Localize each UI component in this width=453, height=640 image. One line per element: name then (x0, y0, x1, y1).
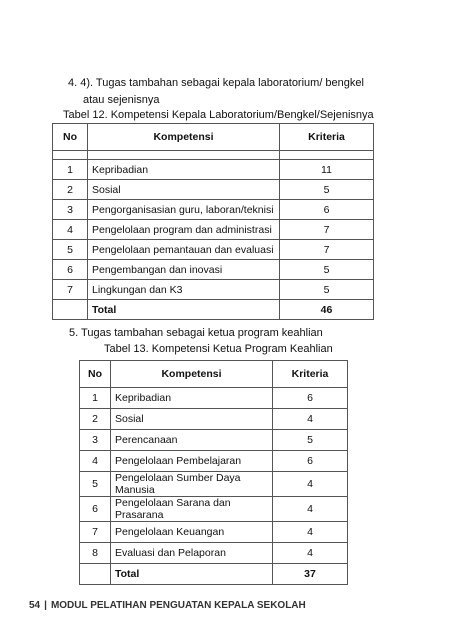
total-label: Total (111, 564, 273, 585)
cell-kompetensi: Pengelolaan Sumber Daya Manusia (111, 472, 273, 497)
cell-kriteria: 4 (273, 497, 348, 522)
total-row (53, 300, 374, 320)
cell-kriteria: 11 (280, 160, 374, 180)
table-row (80, 497, 348, 522)
col-header-kriteria: Kriteria (273, 361, 348, 388)
table-header-row (80, 361, 348, 388)
table-row (80, 430, 348, 451)
section4-heading-cont: atau sejenisnya (83, 94, 160, 106)
cell-kompetensi: Kepribadian (88, 160, 280, 180)
table-row (80, 543, 348, 564)
table-row (80, 451, 348, 472)
cell-kompetensi: Kepribadian (111, 388, 273, 409)
cell-no: 4 (53, 220, 88, 240)
page-number: 54 (29, 600, 41, 611)
cell-kompetensi: Pengelolaan program dan administrasi (88, 220, 280, 240)
cell-kompetensi: Lingkungan dan K3 (88, 280, 280, 300)
total-row (80, 564, 348, 585)
cell-no: 8 (80, 543, 111, 564)
page-footer (29, 600, 306, 611)
total-value: 46 (280, 300, 374, 320)
cell-no: 5 (80, 472, 111, 497)
cell-no: 1 (80, 388, 111, 409)
cell-no-empty (53, 300, 88, 320)
total-value: 37 (273, 564, 348, 585)
table-row (80, 388, 348, 409)
cell-no: 3 (80, 430, 111, 451)
col-header-kompetensi: Kompetensi (111, 361, 273, 388)
cell-kriteria: 5 (280, 260, 374, 280)
cell-kriteria: 4 (273, 522, 348, 543)
col-header-kompetensi: Kompetensi (88, 124, 280, 151)
table-row (53, 260, 374, 280)
table-row (53, 220, 374, 240)
section4-heading: 4. 4). Tugas tambahan sebagai kepala laboratorium/ bengkel (68, 77, 364, 89)
table-row (53, 280, 374, 300)
cell-kriteria: 7 (280, 220, 374, 240)
cell-kriteria: 4 (273, 543, 348, 564)
cell-no: 3 (53, 200, 88, 220)
table-row (53, 180, 374, 200)
cell-kompetensi: Pengorganisasian guru, laboran/teknisi (88, 200, 280, 220)
cell-kriteria: 6 (273, 451, 348, 472)
col-header-kriteria: Kriteria (280, 124, 374, 151)
cell-no: 2 (53, 180, 88, 200)
table12-caption: Tabel 12. Kompetensi Kepala Laboratorium/Bengkel/Sejenisnya (63, 109, 374, 121)
table-row (80, 522, 348, 543)
total-label: Total (88, 300, 280, 320)
footer-title: MODUL PELATIHAN PENGUATAN KEPALA SEKOLAH (50, 600, 306, 611)
cell-no-empty (80, 564, 111, 585)
cell-kriteria: 5 (280, 280, 374, 300)
cell-no: 6 (80, 497, 111, 522)
cell-no: 1 (53, 160, 88, 180)
footer-separator: | (44, 600, 47, 611)
cell-kompetensi: Pengelolaan pemantauan dan evaluasi (88, 240, 280, 260)
table-header-row (53, 124, 374, 151)
cell-kompetensi: Sosial (88, 180, 280, 200)
cell-kriteria: 4 (273, 409, 348, 430)
cell-kriteria: 6 (280, 200, 374, 220)
cell-kompetensi: Pengembangan dan inovasi (88, 260, 280, 280)
table13 (79, 360, 348, 585)
cell-kompetensi: Pengelolaan Sarana dan Prasarana (111, 497, 273, 522)
table13-caption: Tabel 13. Kompetensi Ketua Program Keahlian (104, 343, 333, 355)
cell-no: 4 (80, 451, 111, 472)
cell-kompetensi: Pengelolaan Keuangan (111, 522, 273, 543)
cell-kriteria: 6 (273, 388, 348, 409)
cell-kriteria: 5 (280, 180, 374, 200)
cell-kompetensi: Perencanaan (111, 430, 273, 451)
cell-kriteria: 4 (273, 472, 348, 497)
cell-kriteria: 5 (273, 430, 348, 451)
cell-no: 6 (53, 260, 88, 280)
cell-kriteria: 7 (280, 240, 374, 260)
cell-no: 5 (53, 240, 88, 260)
table-row (53, 240, 374, 260)
cell-kompetensi: Pengelolaan Pembelajaran (111, 451, 273, 472)
table-row (53, 200, 374, 220)
table12 (52, 123, 374, 320)
section5-heading: 5. Tugas tambahan sebagai ketua program keahlian (69, 327, 323, 339)
cell-kompetensi: Evaluasi dan Pelaporan (111, 543, 273, 564)
col-header-no: No (80, 361, 111, 388)
col-header-no: No (53, 124, 88, 151)
table-row (80, 472, 348, 497)
cell-no: 7 (53, 280, 88, 300)
table-row (80, 409, 348, 430)
spacer-row (53, 151, 374, 160)
cell-kompetensi: Sosial (111, 409, 273, 430)
table-row (53, 160, 374, 180)
cell-no: 2 (80, 409, 111, 430)
cell-no: 7 (80, 522, 111, 543)
